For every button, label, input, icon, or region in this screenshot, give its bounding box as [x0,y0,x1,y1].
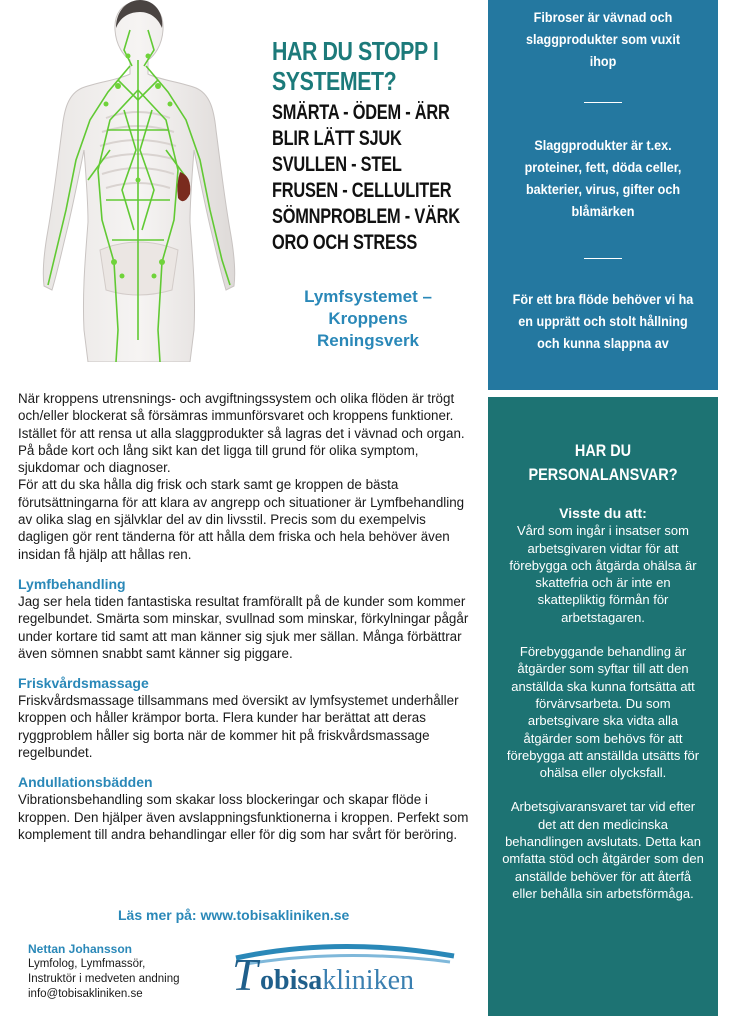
website-link[interactable]: Läs mer på: www.tobisakliniken.se [118,907,350,923]
employer-box-lead: Visste du att: [559,505,647,521]
lymphatic-system-illustration [18,0,258,362]
subtitle [288,286,448,352]
section-text: Friskvårdsmassage tillsammans med översikt av lymfsystemet underhåller kroppen och håller krämpor borta. Flera kunder har berättat att deras ryggproblem håller sig borta när de kommer hit på friskvårdsmassage regelbundet. [18,693,459,761]
main-text [18,390,478,843]
tobisakliniken-logo [228,940,460,1004]
section-heading-friskvardsmassage: Friskvårdsmassage [18,675,149,692]
employer-box-paragraph: Förebyggande behandling är åtgärder som syftar till att den anställda ska kunna fortsätta att förvärvsarbeta. Du som arbetsgivare ska vidta alla åtgärder som behövs för att förebygga att anställda utsätts för ohälsa eller olycksfall. [506,644,700,781]
intro-paragraph: På både kort och lång sikt kan det ligga till grund för olika symptom, sjukdomar och diagnoser. [18,442,419,476]
employer-box-title [505,439,701,487]
symptom-line: SMÄRTA - ÖDEM - ÄRR [272,101,450,124]
info-paragraph: Fibroser är vävnad och slaggprodukter som vuxit ihop [525,9,681,69]
employer-box-title-line: PERSONALANSVAR? [528,465,678,484]
logo-text-bold: obisa [260,965,323,996]
section-text: Jag ser hela tiden fantastiska resultat framförallt på de kunder som kommer regelbundet. Smärta som minskar, svullnad som minskar, förkylningar pågår under kortare tid samt att man känner sig sjuk mer sällan. Många förbättrar även sömnen snabbt samt känner sig piggare. [18,593,469,661]
headline-title-line: SYSTEMET? [272,66,397,96]
logo-text-light: kliniken [322,965,415,996]
symptom-line: SÖMNPROBLEM - VÄRK [272,205,460,228]
employer-box-paragraph: Arbetsgivaransvaret tar vid efter det att den medicinska behandlingen avslutats. Detta kan omfatta stöd och åtgärder som den anställde behöver för att återfå eller behålla sin arbetsförmåga. [502,799,704,901]
subtitle-line: Reningsverk [316,331,420,350]
info-paragraph: Slaggprodukter är t.ex. proteiner, fett, döda celler, bakterier, virus, gifter och blåmärken [524,137,682,219]
symptom-line: BLIR LÄTT SJUK [272,127,402,150]
subtitle-line: Lymfsystemet – [304,287,432,306]
section-heading-lymfbehandling: Lymfbehandling [18,575,126,592]
separator [584,102,622,103]
intro-paragraph: När kroppens utrensnings- och avgiftningssystem och olika flöden är trögt och/eller blockerat så försämras immunförsvaret och kroppens funktioner. Istället för att rensa ut alla slaggprodukter så lagras det i vävnad och organ. [18,391,465,441]
symptom-line: FRUSEN - CELLULITER [272,179,452,202]
symptom-line: ORO OCH STRESS [272,231,418,254]
headline-block [272,36,482,256]
separator [584,258,622,259]
employer-info-box [488,397,718,1016]
fibrosis-info-box [488,0,718,390]
subtitle-line: Kroppens [328,309,408,328]
contact-title: Lymfolog, Lymfmassör, [28,958,146,970]
contact-title: Instruktör i medveten andning [28,973,180,985]
employer-box-body [502,505,704,919]
logo-initial: T [232,949,258,1000]
section-text: Vibrationsbehandling som skakar loss blockeringar och skapar flöde i kroppen. Den hjälper även avslappningsfunktionerna i kroppen. Perfekt som komplement till andra behandlingar eller för dig som har svårt för beröring. [18,792,469,842]
employer-box-paragraph: Vård som ingår i insatser som arbetsgivaren vidtar för att förebygga och åtgärda ohälsa är skattefria och är inte en skattepliktig förmån för arbetstagaren. [509,523,697,625]
contact-name: Nettan Johansson [28,942,133,956]
symptom-line: SVULLEN - STEL [272,153,402,176]
section-heading-andullationsbadden: Andullationsbädden [18,774,153,791]
info-paragraph: För ett bra flöde behöver vi ha en upprätt och stolt hållning och kunna slappna av [512,291,694,351]
intro-paragraph: För att du ska hålla dig frisk och stark samt ge kroppen de bästa förutsättningarna för att klara av angrepp och situationer är Lymfbehandling av olika slag en självklar del av din livsstil. Precis som du exempelvis dagligen gör rent tänderna för att hålla dem friska och hela behöver även insidan få hjälp att hållas ren. [18,477,465,562]
contact-email[interactable]: info@tobisakliniken.se [28,988,143,1000]
contact-block [28,942,228,1002]
headline-title-line: HAR DU STOPP I [272,36,439,66]
employer-box-title-line: HAR DU [574,441,632,460]
